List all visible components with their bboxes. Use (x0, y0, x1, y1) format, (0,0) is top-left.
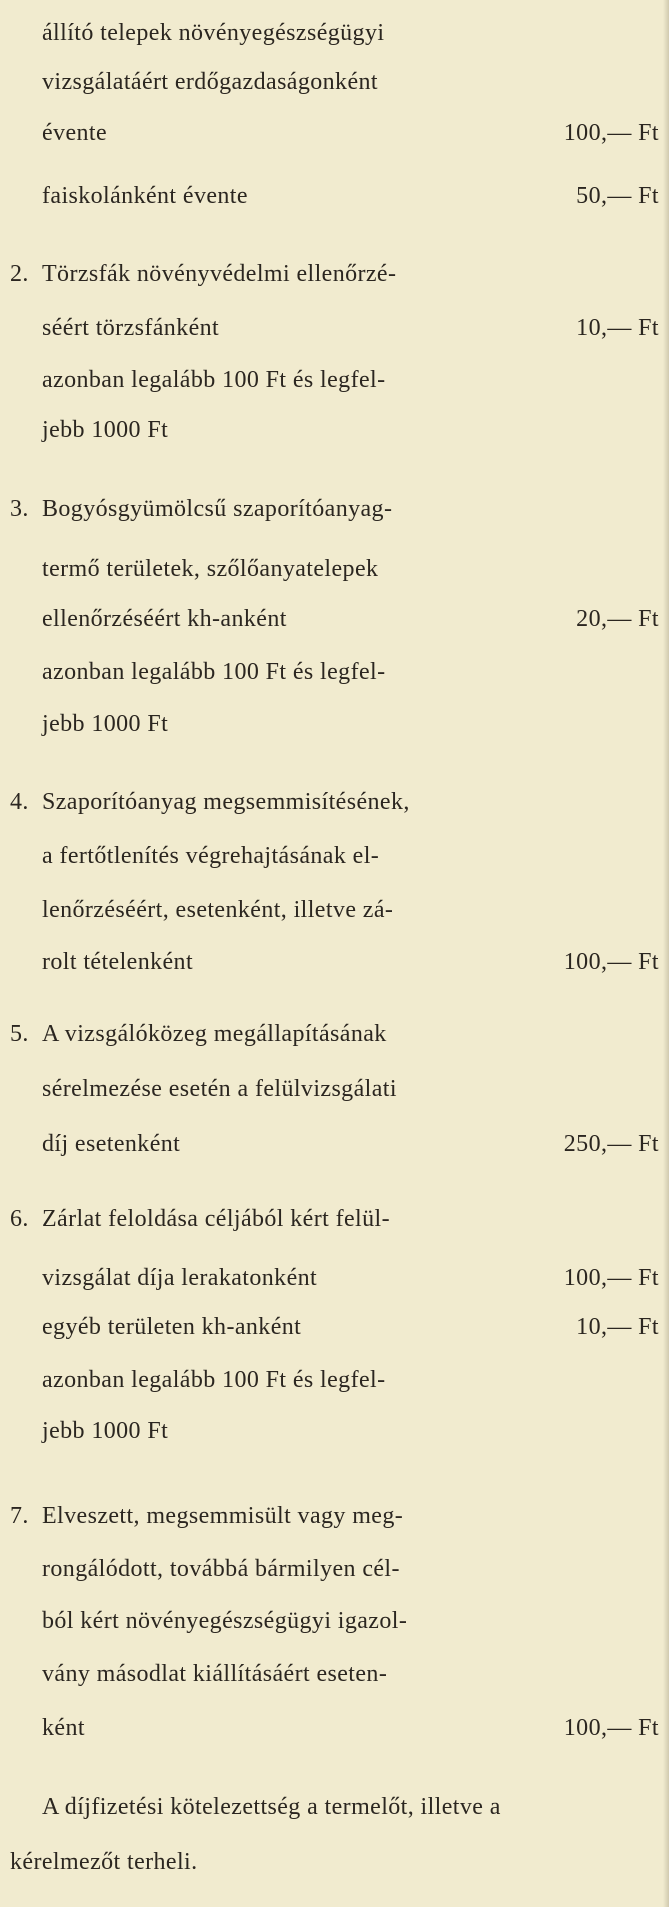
item-number: 5. (10, 1021, 29, 1047)
text-line (0, 1712, 669, 1744)
text-line (0, 1415, 669, 1447)
list-item-3 (0, 493, 669, 525)
line-text: sérelmezése esetén a felülvizsgálati (42, 1076, 397, 1102)
line-text: vizsgálatáért erdőgazdaságonként (42, 69, 378, 95)
text-line (0, 1605, 669, 1637)
fee-amount: 100,— Ft (563, 120, 659, 146)
closing-paragraph-line-1 (0, 1791, 669, 1823)
line-text: rongálódott, továbbá bármilyen cél- (42, 1556, 400, 1582)
text-line (0, 117, 669, 149)
fee-amount: 50,— Ft (576, 183, 659, 209)
item-number: 2. (10, 261, 29, 287)
list-item-7 (0, 1500, 669, 1532)
text-line (0, 180, 669, 212)
text-line (0, 840, 669, 872)
line-text: azonban legalább 100 Ft és legfel- (42, 367, 386, 393)
fee-amount: 20,— Ft (576, 606, 659, 632)
text-line (0, 1658, 669, 1690)
fee-amount: 10,— Ft (576, 315, 659, 341)
text-line (0, 1262, 669, 1294)
list-item-6 (0, 1203, 669, 1235)
line-text: Elveszett, megsemmisült vagy meg- (42, 1503, 404, 1529)
line-text: ként (42, 1715, 85, 1741)
text-line (0, 1311, 669, 1343)
line-text: ból kért növényegészségügyi igazol- (42, 1608, 408, 1634)
line-text: séért törzsfánként (42, 315, 220, 341)
item-number: 4. (10, 789, 29, 815)
closing-paragraph-line-2 (0, 1846, 669, 1878)
line-text: díj esetenként (42, 1131, 181, 1157)
fee-amount: 250,— Ft (563, 1131, 659, 1157)
line-text: vány másodlat kiállításáért eseten- (42, 1661, 388, 1687)
text-line (0, 553, 669, 585)
fee-amount: 100,— Ft (563, 949, 659, 975)
closing-text: A díjfizetési kötelezettség a termelőt, illetve a (42, 1794, 501, 1820)
line-text: jebb 1000 Ft (42, 417, 169, 443)
line-text: vizsgálat díja lerakatonként (42, 1265, 318, 1291)
list-item-5 (0, 1018, 669, 1050)
line-text: jebb 1000 Ft (42, 1418, 169, 1444)
text-line (0, 1364, 669, 1396)
item-number: 7. (10, 1503, 29, 1529)
text-line (0, 1128, 669, 1160)
line-text: Törzsfák növényvédelmi ellenőrzé- (42, 261, 397, 287)
line-text: egyéb területen kh-anként (42, 1314, 302, 1340)
line-text: azonban legalább 100 Ft és legfel- (42, 659, 386, 685)
item-number: 6. (10, 1206, 29, 1232)
text-line (0, 603, 669, 635)
fee-amount: 10,— Ft (576, 1314, 659, 1340)
list-item-4 (0, 786, 669, 818)
line-text: Bogyósgyümölcsű szaporítóanyag- (42, 496, 393, 522)
page-edge-shadow (663, 0, 669, 1907)
closing-text: kérelmezőt terheli. (10, 1849, 198, 1875)
line-text: azonban legalább 100 Ft és legfel- (42, 1367, 386, 1393)
fee-amount: 100,— Ft (563, 1265, 659, 1291)
text-line (0, 894, 669, 926)
fee-amount: 100,— Ft (563, 1715, 659, 1741)
line-text: rolt tételenként (42, 949, 194, 975)
line-text: termő területek, szőlőanyatelepek (42, 556, 379, 582)
text-line (0, 708, 669, 740)
text-line (0, 656, 669, 688)
text-line (0, 1553, 669, 1585)
item-number: 3. (10, 496, 29, 522)
line-text: Zárlat feloldása céljából kért felül- (42, 1206, 390, 1232)
text-line (0, 364, 669, 396)
text-line (0, 17, 669, 49)
text-line (0, 66, 669, 98)
text-line (0, 946, 669, 978)
line-text: a fertőtlenítés végrehajtásának el- (42, 843, 380, 869)
text-line (0, 1073, 669, 1105)
line-text: évente (42, 120, 108, 146)
line-text: faiskolánként évente (42, 183, 248, 209)
line-text: jebb 1000 Ft (42, 711, 169, 737)
line-text: állító telepek növényegészségügyi (42, 20, 385, 46)
line-text: Szaporítóanyag megsemmisítésének, (42, 789, 410, 815)
line-text: ellenőrzéséért kh-anként (42, 606, 287, 632)
line-text: A vizsgálóközeg megállapításának (42, 1021, 387, 1047)
line-text: lenőrzéséért, esetenként, illetve zá- (42, 897, 394, 923)
text-line (0, 312, 669, 344)
text-line (0, 414, 669, 446)
list-item-2 (0, 258, 669, 290)
